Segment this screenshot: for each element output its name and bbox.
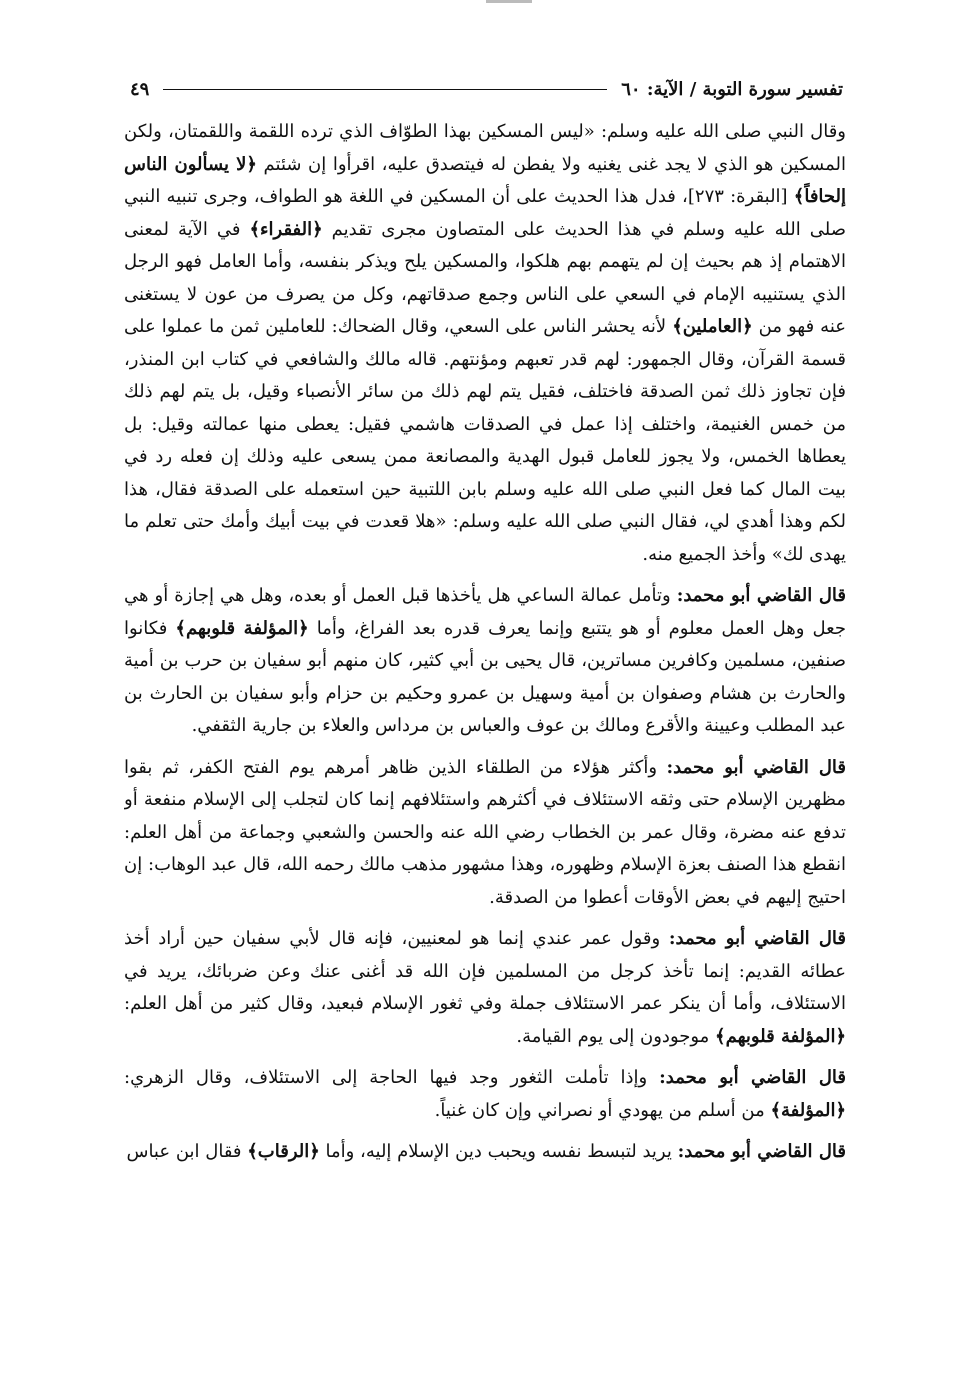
- speaker-label: قال القاضي أبو محمد:: [668, 928, 846, 949]
- speaker-label: قال القاضي أبو محمد:: [666, 756, 846, 778]
- text-run: موجودون إلى يوم القيامة.: [516, 1025, 716, 1047]
- page-number: ٤٩: [130, 78, 150, 100]
- text-run: من أسلم من يهودي أو نصراني وإن كان غنياً.: [434, 1099, 771, 1121]
- text-run: وأكثر هؤلاء من الطلقاء الذين ظاهر أمرهم يوم الفتح الكفر، ثم بقوا مظهرين الإسلام حتى وثقه الاستئلاف في أكثرهم واستئلافهم إنما كان لتجلب إلى الإسلام منفعة أو تدفع عنه مضرة، وقال عمر بن الخطاب رضي الله عنه والحسن والشعبي وجماعة من أهل العلم: انقطع هذا الصنف بعزة الإسلام وظهوره، وهذا مشهور مذهب مالك رحمه الله، قال عبد الوهاب: إن احتيج إليهم في بعض الأوقات أعطوا من الصدقة.: [124, 756, 846, 908]
- paragraph-1: [124, 116, 846, 571]
- paragraph-4: [124, 923, 846, 1053]
- text-run: وقول عمر عندي إنما هو لمعنيين، فإنه قال لأبي سفيان حين أراد أخذ عطائه القديم: إنما تأخذ كرجل من المسلمين فإن الله قد أغنى عنك وعن ضربائك، يريد في الاستئلاف، وأما أن ينكر عمر الاستئلاف جملة وفي ثغور الإسلام فبعيد، وقال كثير من أهل العلم:: [124, 928, 846, 1014]
- running-header: [130, 72, 843, 106]
- page-body: [124, 116, 846, 1386]
- paragraph-3: [124, 752, 846, 915]
- quran-quote: ﴿لا يسألون الناس إلحافاً﴾: [124, 153, 846, 207]
- quran-quote: ﴿المؤلفة﴾: [770, 1099, 846, 1121]
- paragraph-2: [124, 580, 846, 743]
- text-run: [البقرة: ٢٧٣]، فدل هذا الحديث على أن المسكين في اللغة هو الطواف، وجرى تنبيه النبي صلى الله عليه وسلم في هذا الحديث على المتصاون مجرى تقديم: [124, 186, 846, 240]
- quran-quote: ﴿المؤلفة قلوبهم﴾: [715, 1025, 846, 1047]
- text-run: لأنه يحشر الناس على السعي، وقال الضحاك: للعاملين ثمن ما عملوا على قسمة القرآن، وقال الجمهور: لهم قدر تعبهم ومؤنتهم. قاله مالك والشافعي في كتاب ابن المنذر، فإن تجاوز ذلك ثمن الصدقة فاختلف، فقيل يتم لهم ذلك من سائر الأنصباء وقيل، بل يتم لهم ذلك من خمس الغنيمة، واختلف إذا عمل في الصدقات هاشمي فقيل: يعطى منها عمالته وقيل: بل يعطاها الخمس، ولا يجوز للعامل قبول الهدية والمصانعة ممن يسعى عليه وذلك إن فعله رد في بيت المال كما فعل النبي صلى الله عليه وسلم بابن اللتبية حين استعمله على الصدقة فقال، هذا لكم وهذا أهدي لي، فقال النبي صلى الله عليه وسلم: «هلا قعدت في بيت أبيك وأمك حتى تعلم ما يهدى لك» وأخذ الجميع منه.: [124, 316, 846, 565]
- text-run: فقال ابن عباس: [126, 1141, 248, 1162]
- speaker-label: قال القاضي أبو محمد:: [676, 585, 846, 606]
- quran-quote: ﴿الرقاب﴾: [247, 1141, 320, 1162]
- quran-quote: ﴿الفقراء﴾: [249, 218, 323, 240]
- header-title: تفسير سورة التوبة / الآية: ٦٠: [621, 78, 843, 100]
- text-run: وإذا تأملت الثغور وجد فيها الحاجة إلى الاستئلاف، وقال الزهري:: [124, 1067, 660, 1088]
- speaker-label: قال القاضي أبو محمد:: [659, 1067, 846, 1088]
- quran-quote: ﴿العاملين﴾: [672, 316, 753, 337]
- paragraph-5: [124, 1062, 846, 1127]
- header-rule: [163, 89, 607, 90]
- speaker-label: قال القاضي أبو محمد:: [677, 1141, 846, 1162]
- paragraph-6: [124, 1136, 846, 1169]
- text-run: في الآية لمعنى الاهتمام إذ هم بحيث إن لم يتهمم بهم هلكوا، والمسكين يلح ويذكر بنفسه، وأما العامل فهو الرجل الذي يستنيبه الإمام في السعي على الناس وجمع صدقاتهم، وكل من يصرف من عون لا يستغنى عنه فهو من: [124, 218, 846, 337]
- scan-mark: [486, 0, 532, 3]
- quran-quote: ﴿المؤلفة قلوبهم﴾: [175, 617, 309, 639]
- text-run: يريد لتبسط نفسه ويحبب دين الإسلام إليه، وأما: [319, 1141, 678, 1162]
- text-run: وتأمل عمالة الساعي هل يأخذها قبل العمل أو بعده، وهل هي إجازة أو هي جعل وهل العمل معلوم أو هو يتتبع وإنما يعرف قدره بعد الفراغ، وأما: [124, 585, 846, 639]
- text-run: وقال النبي صلى الله عليه وسلم: «ليس المسكين بهذا الطوّاف الذي ترده اللقمة واللقمتان، ولكن المسكين هو الذي لا يجد غنى يغنيه ولا يفطن له فيتصدق عليه، اقرأوا إن شئتم: [124, 121, 846, 175]
- text-run: فكانوا صنفين، مسلمين وكافرين مساترين، قال يحيى بن أبي كثير، كان منهم أبو سفيان بن حرب بن أمية والحارث بن هشام وصفوان بن أمية وسهيل بن عمرو وحكيم بن حزام وأبو سفيان بن الحارث بن عبد المطلب وعيينة والأقرع ومالك بن عوف والعباس بن مرداس والعلاء بن جارية الثقفي.: [124, 617, 846, 736]
